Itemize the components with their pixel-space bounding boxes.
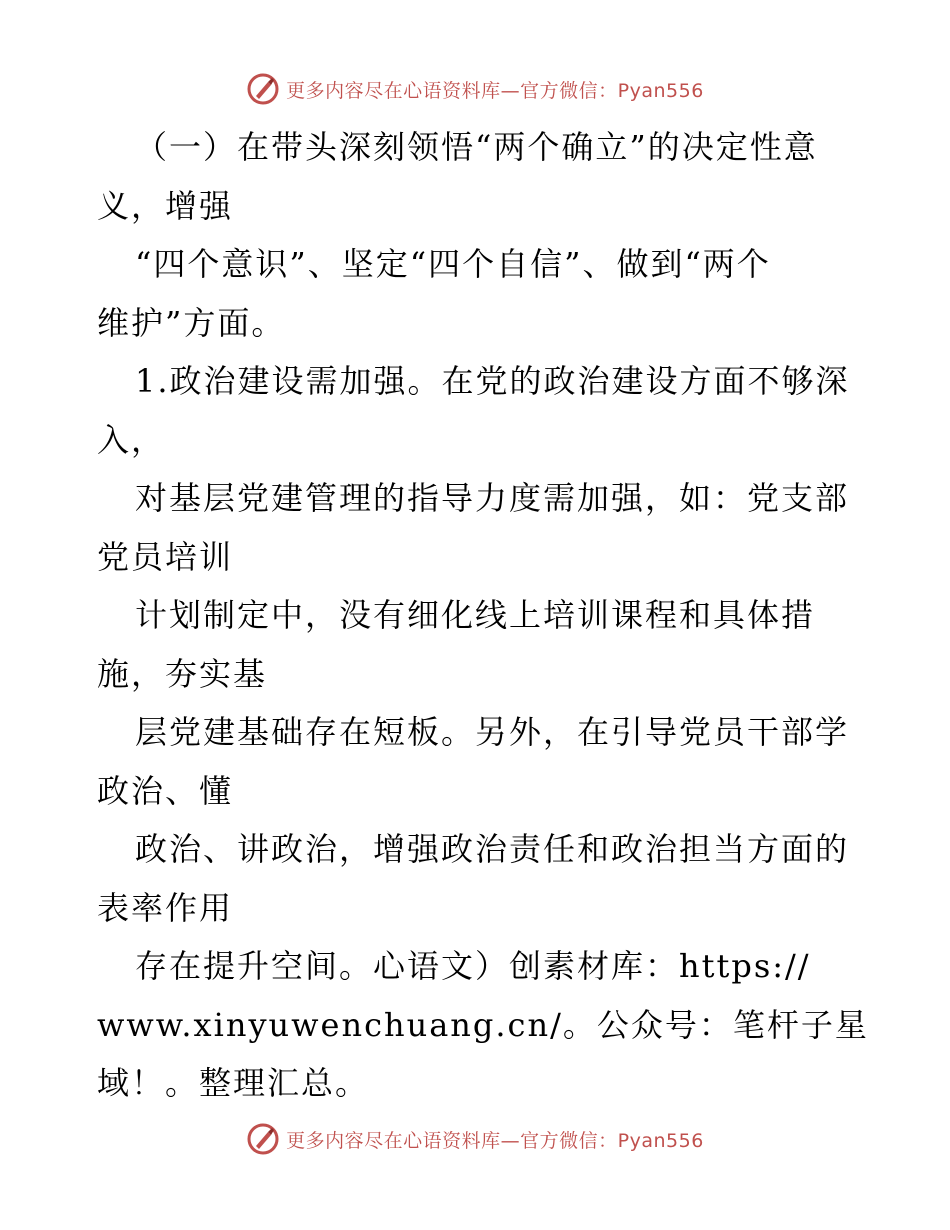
text-line: 政治、懂 bbox=[97, 771, 234, 810]
text-line: 党员培训 bbox=[97, 537, 234, 576]
footer-banner bbox=[0, 1122, 950, 1156]
logo-pen-icon bbox=[246, 72, 280, 106]
text-line: www.xinyuwenchuang.cn/。公众号：笔杆子星 bbox=[97, 1005, 869, 1044]
text-line: 域！。整理汇总。 bbox=[97, 1064, 370, 1102]
text-line: （一）在带头深刻领悟“两个确立”的决定性意 bbox=[135, 128, 818, 166]
text-line: “四个意识”、坚定“四个自信”、做到“两个 bbox=[135, 245, 771, 283]
text-line: 层党建基础存在短板。另外，在引导党员干部学 bbox=[135, 713, 850, 751]
header-banner bbox=[0, 72, 950, 106]
text-line: 义，增强 bbox=[97, 186, 234, 225]
text-line: 入， bbox=[97, 420, 166, 459]
text-line: 存在提升空间。心语文）创素材库：https:// bbox=[135, 947, 811, 985]
text-line: 表率作用 bbox=[97, 888, 234, 927]
logo-pen-icon bbox=[246, 1122, 280, 1156]
text-line: 计划制定中，没有细化线上培训课程和具体措 bbox=[135, 596, 816, 634]
header-banner-text: 更多内容尽在心语资料库—官方微信：Pyan556 bbox=[286, 79, 704, 102]
text-line: 对基层党建管理的指导力度需加强，如：党支部 bbox=[135, 479, 850, 517]
text-line: 1.政治建设需加强。在党的政治建设方面不够深 bbox=[135, 362, 850, 400]
text-line: 维护”方面。 bbox=[97, 303, 286, 342]
footer-banner-text: 更多内容尽在心语资料库—官方微信：Pyan556 bbox=[286, 1129, 704, 1152]
document-body bbox=[97, 118, 869, 1113]
text-line: 施，夯实基 bbox=[97, 654, 268, 693]
text-line: 政治、讲政治，增强政治责任和政治担当方面的 bbox=[135, 830, 850, 868]
